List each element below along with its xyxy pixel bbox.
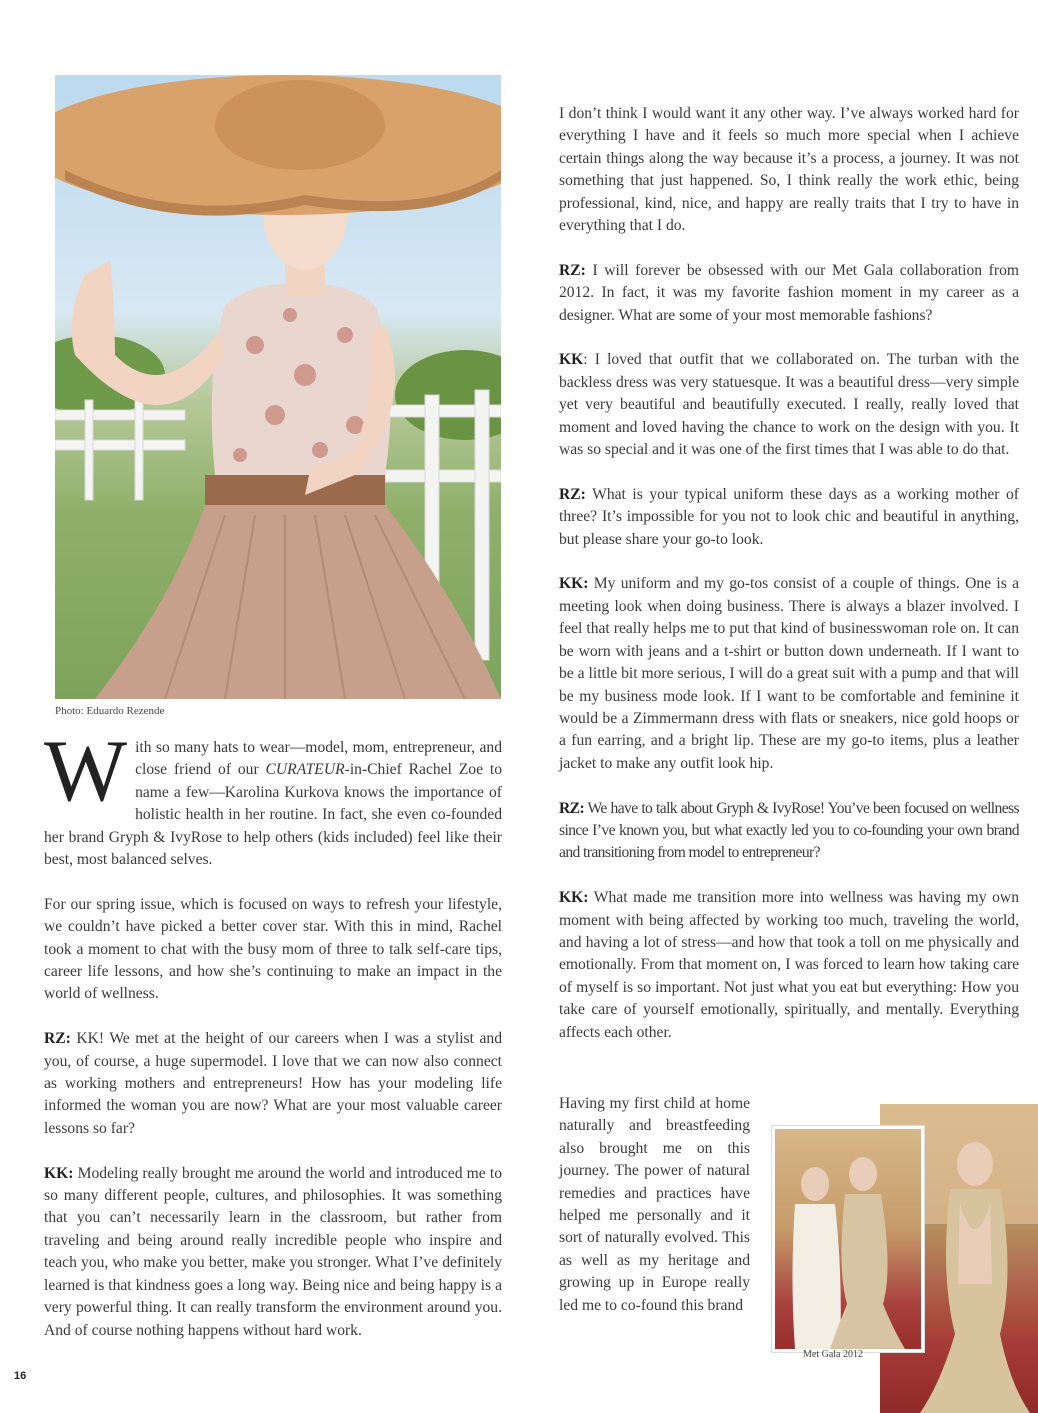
dropcap: W <box>44 723 128 820</box>
intro-paragraph: With so many hats to wear—model, mom, entrepreneur, and close friend of our CURATEUR-in-Chief Rachel Zoe to name a few—Karolina Kurkova knows the importance of holistic health in her routine. In fact, she even co-founded her brand Gryph & IvyRose to help others (kids included) feel like their best, most balanced selves. <box>44 723 502 869</box>
answer: KK: I loved that outfit that we collaborated on. The turban with the backless dress was very statuesque. It was a beautiful dress—very simple yet very beautiful and beautifully executed. I really, really loved that moment and loved having the chance to work on the design with you. It was so special and it was one of the first times that I was able to do that. <box>559 351 1019 459</box>
question: RZ: I will forever be obsessed with our Met Gala collaboration from 2012. In fact, it was my favorite fashion moment in my career as a designer. What are some of your most memorable fashions? <box>559 261 1019 324</box>
answer: KK: What made me transition more into wellness was having my own moment with being affected by working too much, traveling the world, and having a lot of stress—and how that took a toll on me physically and emotionally. From that moment on, I was forced to learn how taking care of myself is so important. Not just what you eat but everything: How you take care of yourself emotionally, spiritually, and mentally. Everything affects each other. <box>559 889 1019 1041</box>
met-gala-front-illustration <box>775 1129 921 1349</box>
cover-photo <box>55 75 501 699</box>
answer-narrow: Having my first child at home naturally and breastfeeding also brought me on this journey. The power of natural remedies and practices have helped me personally and it sort of naturally evolved. This as well as my heritage and growing up in Europe really led me to co-found this brand <box>559 1095 750 1314</box>
answer: KK: Modeling really brought me around the world and introduced me to so many different people, cultures, and philosophies. It was something that you can’t necessarily learn in the classroom, but rather from traveling and being around really incredible people who inspire and teach you, who make you better, make you stronger. What I’ve definitely learned is that kindness goes a long way. Being nice and being happy is a very powerful thing. It can really transform the environment around you. And of course nothing happens without hard work. <box>44 1164 502 1339</box>
question: RZ: KK! We met at the height of our careers when I was a stylist and you, of course, a huge supermodel. I love that we can now also connect as working mothers and entrepreneurs! How has your modeling life informed the woman you are now? What are your most valuable career lessons so far? <box>44 1030 502 1137</box>
left-column <box>44 723 502 1364</box>
cover-photo-illustration <box>55 75 501 699</box>
question: RZ: We have to talk about Gryph & IvyRose! You’ve been focused on wellness since I’ve known you, but what exactly led you to co-founding your own brand and transitioning from model to entrepreneur? <box>559 799 1019 862</box>
met-gala-caption: Met Gala 2012 <box>803 1349 863 1360</box>
met-gala-photo-front <box>772 1126 924 1352</box>
page-number: 16 <box>14 1370 27 1382</box>
paragraph: For our spring issue, which is focused on ways to refresh your lifestyle, we couldn’t have picked a better cover star. With this in mind, Rachel took a moment to chat with the busy mom of three to talk self-care tips, career life lessons, and how she’s continuing to make an impact in the world of wellness. <box>44 895 502 1003</box>
photo-credit: Photo: Eduardo Rezende <box>55 705 165 717</box>
answer: KK: My uniform and my go-tos consist of a couple of things. One is a meeting look when doing business. There is always a blazer involved. I feel that really helps me to put that kind of businesswoman role on. It can be worn with jeans and a t-shirt or button down underneath. If I want to be a little bit more serious, I will do a great suit with a pump and that will be my business mode look. If I want to be comfortable and feminine it would be a Zimmermann dress with flats or sneakers, nice gold hoops or a fun earring, and a bright lip. These are my go-to items, plus a leather jacket to make any outfit look hip. <box>559 575 1019 772</box>
right-column <box>559 103 1019 1044</box>
brand-italic: CURATEUR <box>265 761 345 779</box>
answer-continued: I don’t think I would want it any other way. I’ve always worked hard for everything I have and it feels so much more special when I achieve certain things along the way because it’s a process, a journey. It was not something that just happened. So, I think really the work ethic, being professional, kind, nice, and happy are really traits that I try to have in everything that I do. <box>559 105 1019 235</box>
question: RZ: What is your typical uniform these days as a working mother of three? It’s impossible for you not to look chic and beautiful in anything, but please share your go-to look. <box>559 485 1019 548</box>
